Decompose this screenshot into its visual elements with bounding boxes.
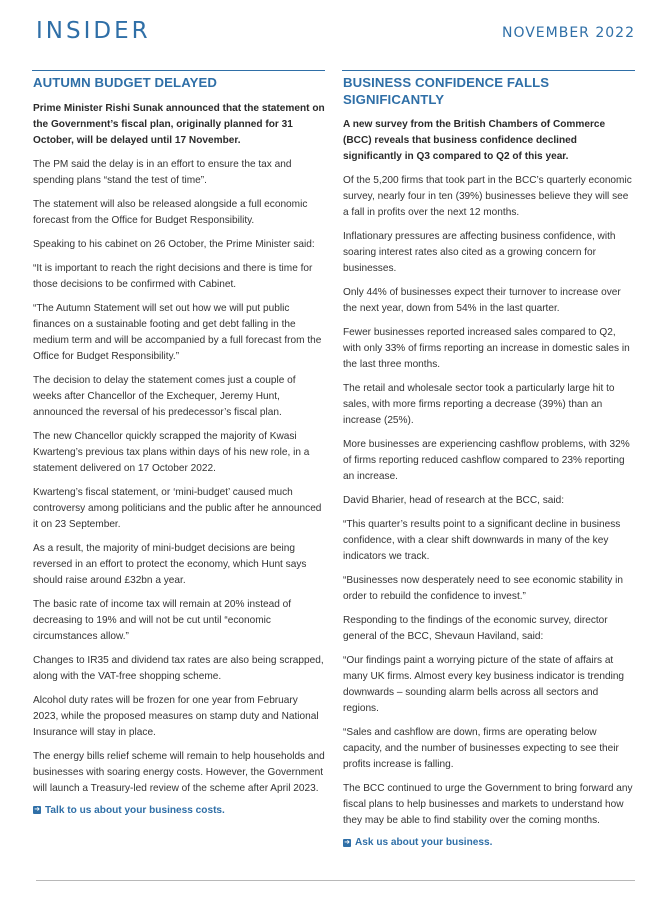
brand-title: INSIDER — [36, 18, 151, 44]
arrow-box-icon: ➜ — [34, 806, 40, 813]
article-quote: “Businesses now desperately need to see economic stability in order to rebuild the confidence to invest.” — [343, 575, 623, 602]
article-paragraph: The PM said the delay is in an effort to ensure the tax and spending plans “stand the test of time”. — [33, 158, 292, 186]
cta-label: Ask us about your business. — [355, 837, 493, 848]
article-paragraph: Of the 5,200 firms that took part in the BCC’s quarterly economic survey, nearly four in ten (39%) businesses believe they will see a fall in profits over the next 12 months. — [343, 175, 632, 218]
arrow-box-icon: ➜ — [344, 838, 350, 846]
section-rule — [342, 70, 635, 71]
article-business-confidence — [342, 70, 635, 848]
article-paragraph: Fewer businesses reported increased sales compared to Q2, with only 33% of firms reporting an increase in domestic sales in the last three months. — [343, 327, 630, 370]
article-quote: “The Autumn Statement will set out how we will put public finances on a sustainable footing and get debt falling in the medium term and will be accompanied by a full forecast from the Office for Budget Responsibility.” — [33, 302, 322, 362]
section-rule — [32, 70, 325, 71]
article-paragraph: Speaking to his cabinet on 26 October, the Prime Minister said: — [33, 238, 315, 250]
article-paragraph: The retail and wholesale sector took a particularly large hit to sales, with more firms reporting a decrease (39%) than an increase (25%). — [343, 383, 615, 426]
article-lead: A new survey from the British Chambers of Commerce (BCC) reveals that business confidence declined significantly in Q3 compared to Q2 of this year. — [343, 119, 606, 162]
article-paragraph: The statement will also be released alongside a full economic forecast from the Office for Budget Responsibility. — [33, 198, 308, 226]
article-lead: Prime Minister Rishi Sunak announced that the statement on the Government’s fiscal plan, originally planned for 31 October, will be delayed until 17 November. — [33, 102, 325, 146]
article-paragraph: The energy bills relief scheme will remain to help households and businesses with soaring energy costs. However, the Government will launch a Treasury-led review of the scheme after April 2023. — [33, 750, 325, 794]
article-paragraph: Kwarteng’s fiscal statement, or ‘mini-budget’ caused much controversy among politicians and the public after he announced it on 23 September. — [33, 486, 322, 530]
article-quote: “This quarter’s results point to a significant decline in business confidence, with a clear shift downwards in many of the key indicators we track. — [343, 519, 621, 562]
masthead — [0, 0, 662, 60]
article-paragraph: More businesses are experiencing cashflow problems, with 32% of firms reporting reduced cashflow compared to 23% reporting an increase. — [343, 439, 630, 482]
article-paragraph: The decision to delay the statement comes just a couple of weeks after Chancellor of the Exchequer, Jeremy Hunt, announced the reversal of his predecessor’s fiscal plan. — [33, 374, 296, 418]
cta-label: Talk to us about your business costs. — [45, 804, 225, 816]
contact-link-business-costs[interactable] — [33, 805, 325, 816]
article-autumn-budget — [32, 70, 325, 816]
article-paragraph: The new Chancellor quickly scrapped the majority of Kwasi Kwarteng’s previous tax plans within days of his new role, in a statement delivered on 17 October 2022. — [33, 430, 310, 474]
article-paragraph: As a result, the majority of mini-budget decisions are being reversed in an effort to protect the economy, which Hunt says should raise around £32bn a year. — [33, 542, 307, 586]
article-paragraph: The basic rate of income tax will remain at 20% instead of decreasing to 19% and will not be cut until “economic circumstances allow.” — [33, 598, 292, 642]
article-quote: “It is important to reach the right decisions and there is time for those decisions to be confirmed with Cabinet. — [33, 262, 313, 290]
article-title: BUSINESS CONFIDENCE FALLS SIGNIFICANTLY — [343, 75, 550, 107]
article-title: AUTUMN BUDGET DELAYED — [33, 75, 218, 90]
footer-divider — [36, 880, 635, 881]
issue-date: NOVEMBER 2022 — [501, 25, 635, 41]
article-paragraph: Alcohol duty rates will be frozen for one year from February 2023, while the proposed measures on stamp duty and National Insurance will stay in place. — [33, 694, 319, 738]
article-paragraph: The BCC continued to urge the Government to bring forward any fiscal plans to help businesses and markets to understand how they may be able to find stability over the coming months. — [343, 783, 633, 826]
article-paragraph: Only 44% of businesses expect their turnover to increase over the next year, down from 54% in the last quarter. — [343, 287, 621, 314]
article-quote: “Our findings paint a worrying picture of the state of affairs at many UK firms. Almost every key business indicator is trending downwards – sounding alarm bells across all sectors and regions. — [343, 655, 625, 714]
contact-link-ask-us[interactable] — [343, 837, 635, 848]
article-paragraph: Inflationary pressures are affecting business confidence, with soaring interest rates also cited as a growing concern for businesses. — [343, 231, 616, 274]
article-quote: “Sales and cashflow are down, firms are operating below capacity, and the number of businesses expecting to see their profits increase is falling. — [343, 727, 619, 770]
article-paragraph: David Bharier, head of research at the BCC, said: — [343, 495, 565, 506]
article-paragraph: Changes to IR35 and dividend tax rates are also being scrapped, along with the VAT-free shopping scheme. — [33, 654, 324, 682]
article-paragraph: Responding to the findings of the economic survey, director general of the BCC, Shevaun Haviland, said: — [343, 615, 608, 642]
